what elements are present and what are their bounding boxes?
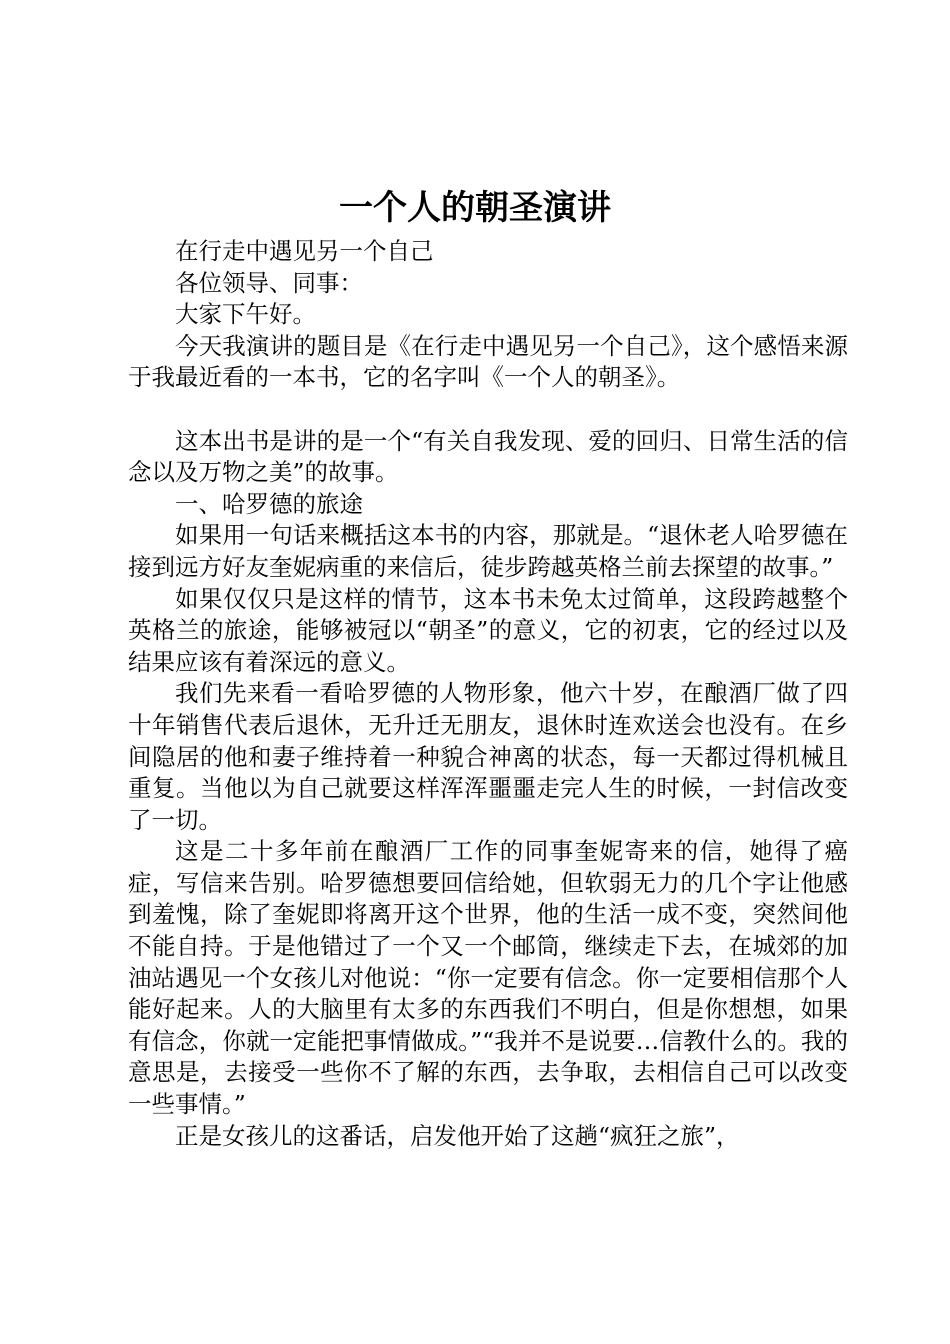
paragraph-one-sentence: 如果用一句话来概括这本书的内容，那就是。“退休老人哈罗德在接到远方好友奎妮病重的来信后，徒步跨越英格兰前去探望的故事。” <box>128 521 848 581</box>
document-body <box>128 236 848 1152</box>
paragraph-topic: 今天我演讲的题目是《在行走中遇见另一个自己》，这个感悟来源于我最近看的一本书，它的名字叫《一个人的朝圣》。 <box>128 331 848 392</box>
section-heading: 一、哈罗德的旅途 <box>175 489 363 518</box>
paragraph-book-summary: 这本出书是讲的是一个“有关自我发现、爱的回归、日常生活的信念以及万物之美”的故事。 <box>128 426 848 487</box>
paragraph-salutation: 各位领导、同事： <box>175 268 363 297</box>
paragraph-pilgrimage-meaning: 如果仅仅只是这样的情节，这本书未免太过简单，这段跨越整个英格兰的旅途，能够被冠以“朝圣”的意义，它的初衷，它的经过以及结果应该有着深远的意义。 <box>128 584 848 676</box>
paragraph-subtitle: 在行走中遇见另一个自己 <box>175 237 434 265</box>
paragraph-journey-start: 正是女孩儿的这番话，启发他开始了这趟“疯狂之旅”， <box>175 1121 740 1150</box>
paragraph-greeting: 大家下午好。 <box>175 300 316 329</box>
document-title: 一个人的朝圣演讲 <box>339 188 611 228</box>
paragraph-letter: 这是二十多年前在酿酒厂工作的同事奎妮寄来的信，她得了癌症，写信来告别。哈罗德想要回信给她，但软弱无力的几个字让他感到羞愧，除了奎妮即将离开这个世界，他的生活一成不变，突然间他不能自持。于是他错过了一个又一个邮筒，继续走下去，在城郊的加油站遇见一个女孩儿对他说：“你一定要有信念。你一定要相信那个人能好起来。人的大脑里有太多的东西我们不明白，但是你想想，如果有信念，你就一定能把事情做成。”“我并不是说要…信教什么的。我的意思是，去接受一些你不了解的东西，去争取，去相信自己可以改变一些事情。” <box>128 837 848 1119</box>
paragraph-character: 我们先来看一看哈罗德的人物形象，他六十岁，在酿酒厂做了四十年销售代表后退休，无升迁无朋友，退休时连欢送会也没有。在乡间隐居的他和妻子维持着一种貌合神离的状态，每一天都过得机械且重复。当他以为自己就要这样浑浑噩噩走完人生的时候，一封信改变了一切。 <box>128 679 848 834</box>
